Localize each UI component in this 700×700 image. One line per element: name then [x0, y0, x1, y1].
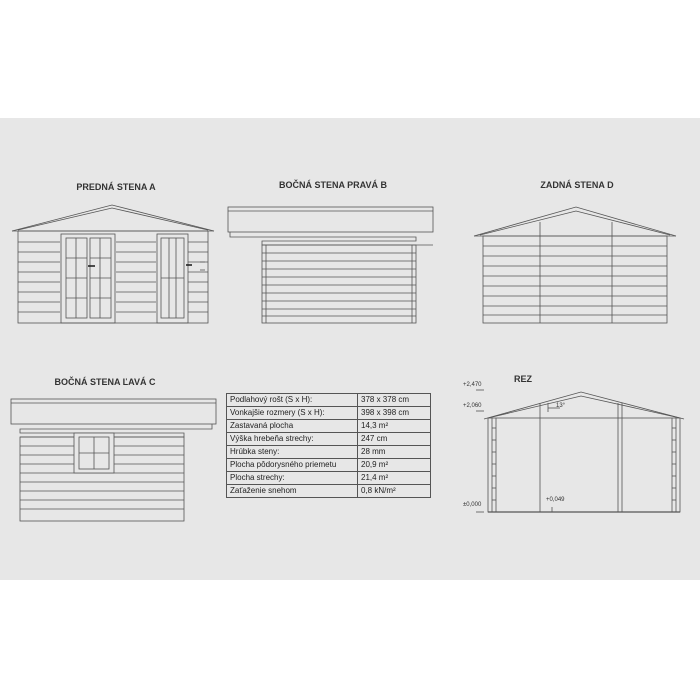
- spec-value: 20,9 m²: [358, 459, 431, 472]
- section-title: REZ: [514, 374, 532, 384]
- spec-label: Zaťaženie snehom: [227, 485, 358, 498]
- spec-value: 378 x 378 cm: [358, 394, 431, 407]
- spec-value: 14,3 m²: [358, 420, 431, 433]
- spec-label: Plocha pôdorysného priemetu: [227, 459, 358, 472]
- side-right-logs: [262, 253, 416, 316]
- spec-label: Plocha strechy:: [227, 472, 358, 485]
- table-row: [227, 459, 431, 472]
- section-drawing: [476, 390, 684, 512]
- back-wall-logs: [483, 246, 667, 315]
- back-wall-drawing: [474, 207, 676, 323]
- front-double-door: [61, 234, 115, 323]
- table-row: [227, 485, 431, 498]
- spec-value: 21,4 m²: [358, 472, 431, 485]
- spec-label: Vonkajšie rozmery (S x H):: [227, 407, 358, 420]
- front-wall-drawing: [12, 205, 214, 323]
- table-row: [227, 472, 431, 485]
- table-row: [227, 433, 431, 446]
- level-floor-label: +0,049: [546, 497, 565, 503]
- spec-label: Výška hrebeňa strechy:: [227, 433, 358, 446]
- table-row: [227, 420, 431, 433]
- front-single-door: [157, 234, 192, 323]
- spec-value: 398 x 398 cm: [358, 407, 431, 420]
- side-left-wall-drawing: [11, 399, 216, 521]
- roof-angle-label: 13°: [556, 403, 566, 409]
- side-left-wall-title: BOČNÁ STENA ĽAVÁ C: [54, 377, 156, 387]
- side-right-wall-drawing: [228, 207, 433, 323]
- back-wall-title: ZADNÁ STENA D: [540, 180, 614, 190]
- spec-label: Podlahový rošt (S x H):: [227, 394, 358, 407]
- spec-label: Zastavaná plocha: [227, 420, 358, 433]
- level-top-label: +2,470: [463, 382, 482, 388]
- level-mid-label: +2,060: [463, 403, 482, 409]
- table-row: [227, 446, 431, 459]
- spec-value: 28 mm: [358, 446, 431, 459]
- front-wall-title: PREDNÁ STENA A: [76, 182, 156, 192]
- front-wall-logs: [18, 242, 208, 312]
- table-row: [227, 407, 431, 420]
- spec-value: 247 cm: [358, 433, 431, 446]
- side-right-wall-title: BOČNÁ STENA PRAVÁ B: [278, 180, 388, 190]
- specs-table: [226, 393, 431, 498]
- spec-label: Hrúbka steny:: [227, 446, 358, 459]
- spec-value: 0,8 kN/m²: [358, 485, 431, 498]
- table-row: [227, 394, 431, 407]
- side-left-window: [74, 433, 114, 473]
- level-base-label: ±0,000: [463, 502, 482, 508]
